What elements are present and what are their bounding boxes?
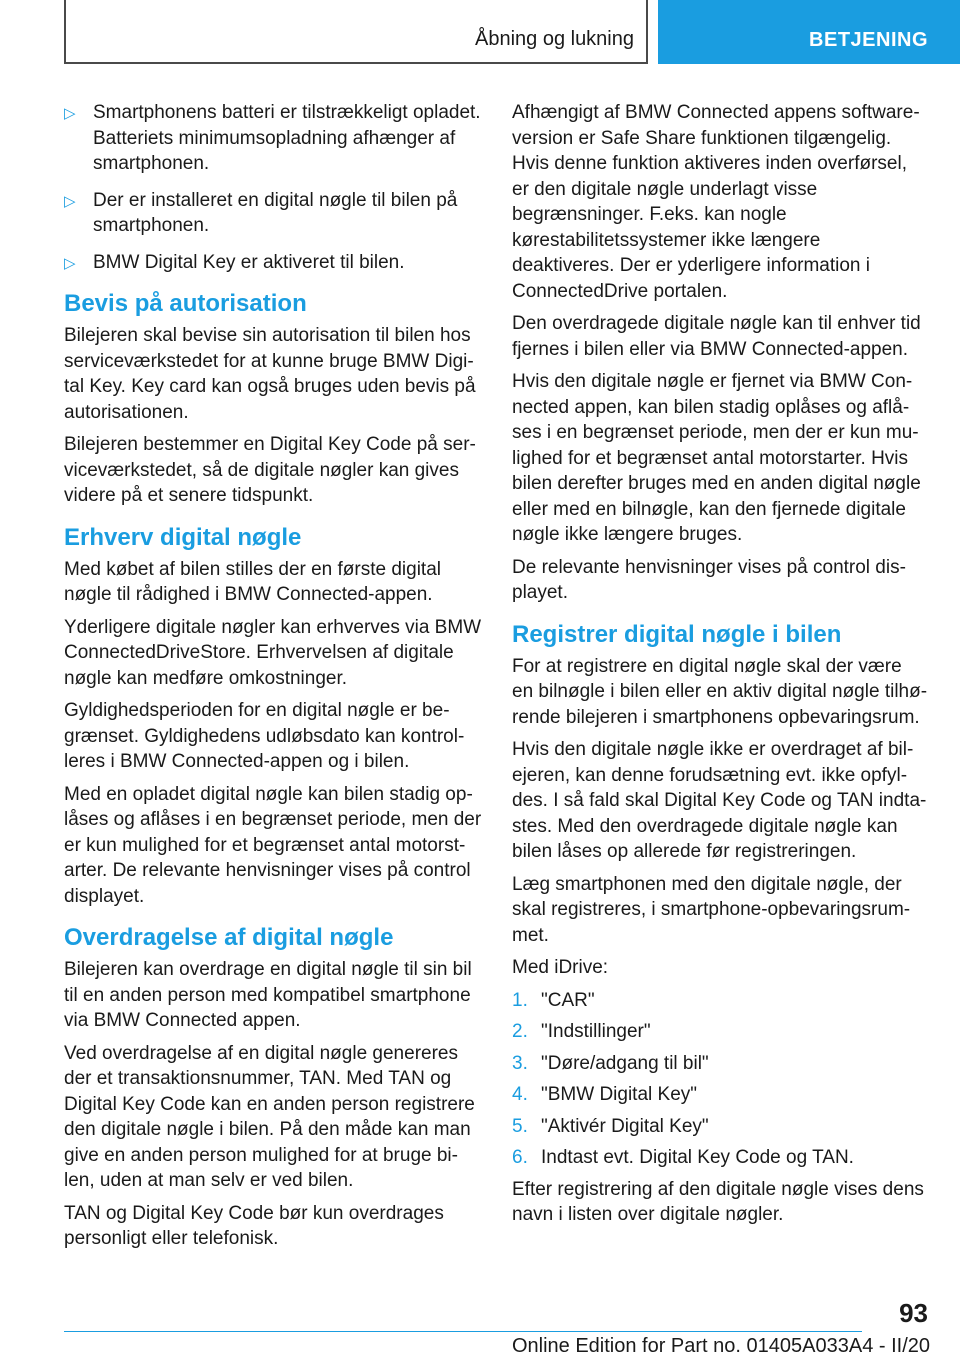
- step-item: 6. Indtast evt. Digital Key Code og TAN.: [512, 1145, 928, 1171]
- paragraph: Læg smartphonen med den digitale nøgle, der skal registreres, i smartphone-opbevaringsrummet.: [512, 873, 911, 946]
- triangle-bullet-icon: ▷: [64, 105, 76, 122]
- paragraph: Hvis den digitale nøgle ikke er overdraget af bilejeren, kan denne forudsætning evt. ikke opfyldes. I så fald skal Digital Key Code og TAN indtastes. Med den overdragede digitale nøgle kan bilen låses op allerede før registreringen.: [512, 739, 927, 862]
- bullet-item: ▷ BMW Digital Key er aktiveret til bilen.: [64, 250, 482, 276]
- paragraph: Den overdragede digitale nøgle kan til enhver tid fjernes i bilen eller via BMW Connected-appen.: [512, 313, 921, 360]
- bullet-item: ▷ Smartphonens batteri er tilstrækkeligt opladet. Batteriets minimumsopladning afhænger af smartphonen.: [64, 102, 481, 174]
- paragraph: Efter registrering af den digitale nøgle vises dens navn i listen over digitale nøgler.: [512, 1178, 924, 1225]
- right-column: [512, 100, 928, 1235]
- step-item: 5. "Aktivér Digital Key": [512, 1114, 928, 1140]
- paragraph: Med en opladet digital nøgle kan bilen stadig oplåses og aflåses i en begrænset periode, men der er kun mulighed for et begrænset antal motorstarter. De relevante henvisninger vises på control displayet.: [64, 783, 482, 907]
- step-item: 2. "Indstillinger": [512, 1019, 928, 1045]
- step-number: 4.: [512, 1084, 528, 1105]
- triangle-bullet-icon: ▷: [64, 254, 76, 272]
- step-number: 2.: [512, 1021, 528, 1042]
- section-heading-autorisation: Bevis på autorisation: [64, 290, 307, 317]
- section-title: BETJENING: [809, 29, 928, 51]
- paragraph: Bilejeren kan overdrage en digital nøgle til sin bil til en anden person med kompatibel smartphone via BMW Connected appen.: [64, 959, 472, 1031]
- header-section-box: [658, 0, 960, 64]
- step-item: 3. "Døre/adgang til bil": [512, 1051, 928, 1077]
- step-number: 6.: [512, 1147, 528, 1168]
- paragraph: Bilejeren bestemmer en Digital Key Code på serviceværkstedet, så de digitale nøgler kan gives videre på et senere tidspunkt.: [64, 434, 476, 506]
- paragraph: Gyldighedsperioden for en digital nøgle er begrænset. Gyldighedens udløbsdato kan kontrolleres i BMW Connected-appen og i bilen.: [64, 700, 465, 772]
- page-number: 93: [899, 1298, 928, 1328]
- paragraph: De relevante henvisninger vises på control displayet.: [512, 556, 906, 603]
- paragraph: For at registrere en digital nøgle skal der være en bilnøgle i bilen eller en aktiv digital nøgle tilhørende bilejeren i smartphonens opbevaringsrum.: [512, 655, 928, 728]
- section-heading-erhverv: Erhverv digital nøgle: [64, 523, 302, 551]
- bullet-item: ▷ Der er installeret en digital nøgle til bilen på smartphonen.: [64, 189, 458, 236]
- paragraph: Yderligere digitale nøgler kan erhverves via BMW ConnectedDriveStore. Erhvervelsen af digitale nøgle kan medføre omkostninger.: [64, 616, 482, 689]
- paragraph: Hvis den digitale nøgle er fjernet via BMW Connected appen, kan bilen stadig oplåses og aflåses i en begrænset periode, men der er kun mulighed for et begrænset antal motorstarter. Hvis bilen derefter bruges med en anden digital nøgle eller med en bilnøgle, kan den fjernede digitale nøgle ikke længere bruges.: [512, 371, 921, 545]
- step-number: 1.: [512, 989, 528, 1011]
- triangle-bullet-icon: ▷: [64, 192, 76, 210]
- step-item: 1. "CAR": [512, 988, 928, 1014]
- paragraph: Med købet af bilen stilles der en første digital nøgle til rådighed i BMW Connected-appen.: [64, 558, 442, 605]
- step-number: 3.: [512, 1052, 528, 1074]
- section-heading-registrer: Registrer digital nøgle i bilen: [512, 620, 842, 648]
- chapter-title: Åbning og lukning: [474, 28, 634, 50]
- paragraph: TAN og Digital Key Code bør kun overdrages personligt eller telefonisk.: [64, 1202, 444, 1249]
- left-column: [64, 100, 482, 1259]
- paragraph: Bilejeren skal bevise sin autorisation til bilen hos serviceværkstedet for at kunne bruge BMW Digital Key. Key card kan også bruges uden bevis på autorisationen.: [64, 325, 476, 423]
- paragraph: Med iDrive:: [512, 957, 609, 978]
- paragraph: Ved overdragelse af en digital nøgle genereres der et transaktionsnummer, TAN. Med TAN og Digital Key Code kan en anden person registrere den digitale nøgle i bilen. På den måde kan man give en anden person mulighed for at bruge bilen, uden at man selv er ved bilen.: [64, 1042, 475, 1191]
- footer-edition: Online Edition for Part no. 01405A033A4 - II/20: [511, 1335, 930, 1357]
- step-item: 4. "BMW Digital Key": [512, 1082, 928, 1108]
- header-chapter-box: [64, 0, 648, 64]
- paragraph: Afhængigt af BMW Connected appens softwareversion er Safe Share funktionen tilgængelig. Hvis denne funktion aktiveres inden overførsel, er den digitale nøgle underlagt visse begrænsninger. F.eks. kan nogle kørestabilitetssystemer ikke længere deaktiveres. Der er yderligere information i ConnectedDrive portalen.: [512, 102, 920, 302]
- section-heading-overdragelse: Overdragelse af digital nøgle: [64, 924, 394, 951]
- footer-divider: [64, 1331, 862, 1332]
- step-number: 5.: [512, 1115, 528, 1137]
